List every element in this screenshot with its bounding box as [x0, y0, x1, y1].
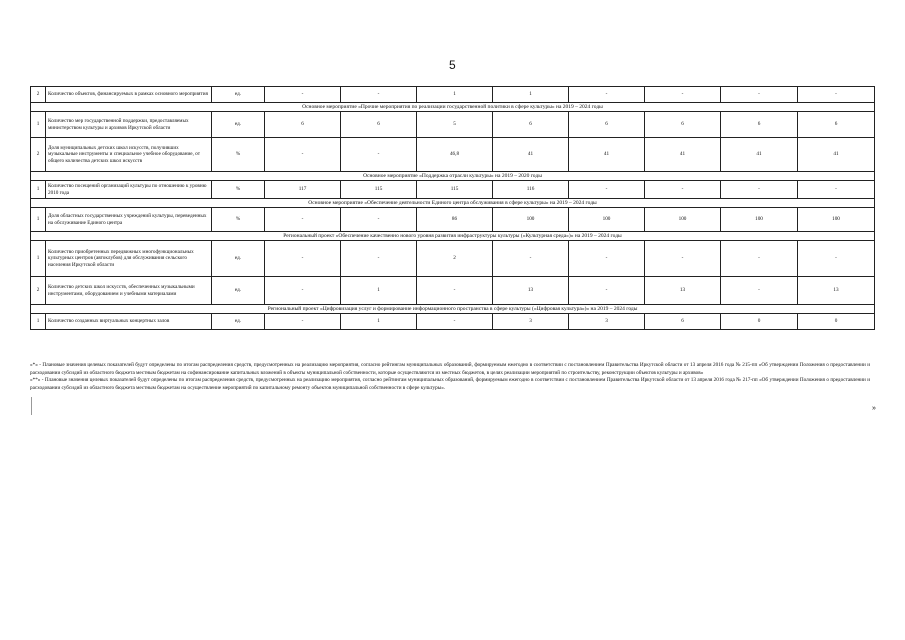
indicator-name: Количество мер государственной поддержки, предоставляемых министерством культуры и архивов Иркутской области — [46, 112, 212, 138]
section-row — [31, 172, 875, 181]
value-cell: - — [265, 138, 341, 172]
value-cell: - — [645, 241, 721, 277]
table-row — [31, 181, 875, 199]
value-cell: 100 — [569, 208, 645, 232]
table-body — [31, 87, 875, 330]
value-cell: - — [569, 241, 645, 277]
row-number: 1 — [31, 241, 46, 277]
value-cell: 6 — [493, 112, 569, 138]
unit-cell: % — [212, 138, 265, 172]
value-cell: 1 — [341, 314, 417, 330]
value-cell: 6 — [265, 112, 341, 138]
value-cell: - — [341, 87, 417, 103]
indicator-name: Доля областных государственных учреждений культуры, переведенных на обслуживание Единого центра — [46, 208, 212, 232]
unit-cell: ед. — [212, 277, 265, 305]
unit-cell: ед. — [212, 112, 265, 138]
section-title: Основное мероприятие «Прочие мероприятия по реализации государственной политики в сфере культуры» на 2019 – 2024 годы — [31, 103, 875, 112]
value-cell: 6 — [721, 112, 798, 138]
value-cell: 6 — [645, 314, 721, 330]
value-cell: 5 — [417, 112, 493, 138]
scan-margin-line — [31, 397, 32, 415]
section-title: Основное мероприятие «Поддержка отрасли культуры» на 2019 – 2020 годы — [31, 172, 875, 181]
value-cell: 41 — [721, 138, 798, 172]
table-row — [31, 208, 875, 232]
value-cell: 3 — [569, 314, 645, 330]
section-title: Региональный проект «Обеспечение качественно нового уровня развития инфраструктуры культуры («Культурная среда»)» на 2019 – 2024 годы — [31, 232, 875, 241]
value-cell: 100 — [721, 208, 798, 232]
value-cell: 6 — [798, 112, 875, 138]
value-cell: 41 — [645, 138, 721, 172]
unit-cell: ед. — [212, 314, 265, 330]
value-cell: 41 — [798, 138, 875, 172]
page-number: 5 — [449, 58, 456, 72]
row-number: 2 — [31, 138, 46, 172]
value-cell: 13 — [798, 277, 875, 305]
value-cell: 0 — [721, 314, 798, 330]
value-cell: 1 — [493, 87, 569, 103]
row-number: 1 — [31, 314, 46, 330]
value-cell: - — [721, 277, 798, 305]
value-cell: 116 — [493, 181, 569, 199]
value-cell: - — [341, 241, 417, 277]
table-row — [31, 241, 875, 277]
table-row — [31, 138, 875, 172]
row-number: 1 — [31, 208, 46, 232]
value-cell: - — [417, 277, 493, 305]
value-cell: 6 — [341, 112, 417, 138]
value-cell: 100 — [798, 208, 875, 232]
value-cell: - — [341, 138, 417, 172]
value-cell: - — [798, 87, 875, 103]
value-cell: 117 — [265, 181, 341, 199]
section-title: Региональный проект «Цифровизация услуг и формирование информационного пространства в сфере культуры («Цифровая культура»)» на 2019 – 2024 годы — [31, 305, 875, 314]
value-cell: 0 — [798, 314, 875, 330]
section-row — [31, 305, 875, 314]
value-cell: - — [645, 87, 721, 103]
value-cell: - — [417, 314, 493, 330]
value-cell: 3 — [493, 314, 569, 330]
table-row — [31, 277, 875, 305]
footnote-1: «*» - Плановые значения целевых показателей будут определены по итогам распределения средств, предусмотренных на реализацию мероприятия, согласно рейтингам муниципальных образований, формируемым ежегодно в соответствии с постановлением Правительства Иркутской области от 13 апреля 2016 года № 215-пп «Об утверждении Положения о предоставлении и расходовании субсидий из областного бюджета местным бюджетам на софинансирование капитальных вложений в объекты муниципальной собственности, которые осуществляются из местных бюджетов, в целях реализации мероприятий по строительству, реконструкции объектов культуры и архивов» — [30, 362, 870, 376]
row-number: 2 — [31, 87, 46, 103]
value-cell: - — [265, 241, 341, 277]
value-cell: - — [341, 208, 417, 232]
value-cell: 13 — [493, 277, 569, 305]
section-row — [31, 232, 875, 241]
value-cell: - — [645, 181, 721, 199]
value-cell: - — [265, 208, 341, 232]
unit-cell: ед. — [212, 241, 265, 277]
unit-cell: % — [212, 208, 265, 232]
value-cell: - — [265, 87, 341, 103]
indicator-name: Количество детских школ искусств, обеспеченных музыкальными инструментами, оборудованием и учебными материалами — [46, 277, 212, 305]
value-cell: 115 — [417, 181, 493, 199]
indicator-name: Количество посещений организаций культуры по отношению к уровню 2010 года — [46, 181, 212, 199]
value-cell: 41 — [569, 138, 645, 172]
footnotes — [30, 362, 870, 392]
indicator-name: Количество объектов, финансируемых в рамках основного мероприятия — [46, 87, 212, 103]
table-row — [31, 314, 875, 330]
value-cell: 46,8 — [417, 138, 493, 172]
closing-quote-mark: » — [872, 405, 876, 412]
value-cell: 100 — [493, 208, 569, 232]
value-cell: 2 — [417, 241, 493, 277]
value-cell: - — [569, 87, 645, 103]
table-row — [31, 87, 875, 103]
value-cell: - — [569, 181, 645, 199]
value-cell: - — [493, 241, 569, 277]
value-cell: - — [721, 87, 798, 103]
section-title: Основное мероприятие «Обеспечение деятельности Единого центра обслуживания в сфере культуры» на 2019 – 2024 годы — [31, 199, 875, 208]
value-cell: - — [721, 181, 798, 199]
footnote-2: «**» - Плановые значения целевых показателей будут определены по итогам распределения средств, предусмотренных на реализацию мероприятия, согласно рейтингам муниципальных образований, формируемым ежегодно в соответствии с постановлением Правительства Иркутской области от 13 апреля 2016 года № 217-пп «Об утверждении Положения о предоставлении и расходовании субсидий из областного бюджета местным бюджетам на осуществление мероприятий по капитальному ремонту объектов муниципальной собственности в сфере культуры». — [30, 377, 870, 391]
indicator-name: Количество приобретенных передвижных многофункциональных культурных центров (автоклубов) для обслуживания сельского населения Иркутской области — [46, 241, 212, 277]
value-cell: - — [798, 181, 875, 199]
value-cell: 1 — [417, 87, 493, 103]
indicator-name: Доля муниципальных детских школ искусств, получивших музыкальные инструменты и специальное учебное оборудование, от общего количества детских школ искусств — [46, 138, 212, 172]
value-cell: 13 — [645, 277, 721, 305]
value-cell: 6 — [569, 112, 645, 138]
row-number: 1 — [31, 181, 46, 199]
table-row — [31, 112, 875, 138]
value-cell: - — [265, 314, 341, 330]
value-cell: - — [798, 241, 875, 277]
value-cell: - — [265, 277, 341, 305]
value-cell: - — [569, 277, 645, 305]
unit-cell: ед. — [212, 87, 265, 103]
value-cell: - — [721, 241, 798, 277]
indicator-name: Количество созданных виртуальных концертных залов — [46, 314, 212, 330]
row-number: 2 — [31, 277, 46, 305]
value-cell: 41 — [493, 138, 569, 172]
indicators-table — [30, 86, 875, 330]
section-row — [31, 199, 875, 208]
value-cell: 100 — [645, 208, 721, 232]
value-cell: 1 — [341, 277, 417, 305]
value-cell: 6 — [645, 112, 721, 138]
row-number: 1 — [31, 112, 46, 138]
section-row — [31, 103, 875, 112]
unit-cell: % — [212, 181, 265, 199]
value-cell: 115 — [341, 181, 417, 199]
value-cell: 86 — [417, 208, 493, 232]
